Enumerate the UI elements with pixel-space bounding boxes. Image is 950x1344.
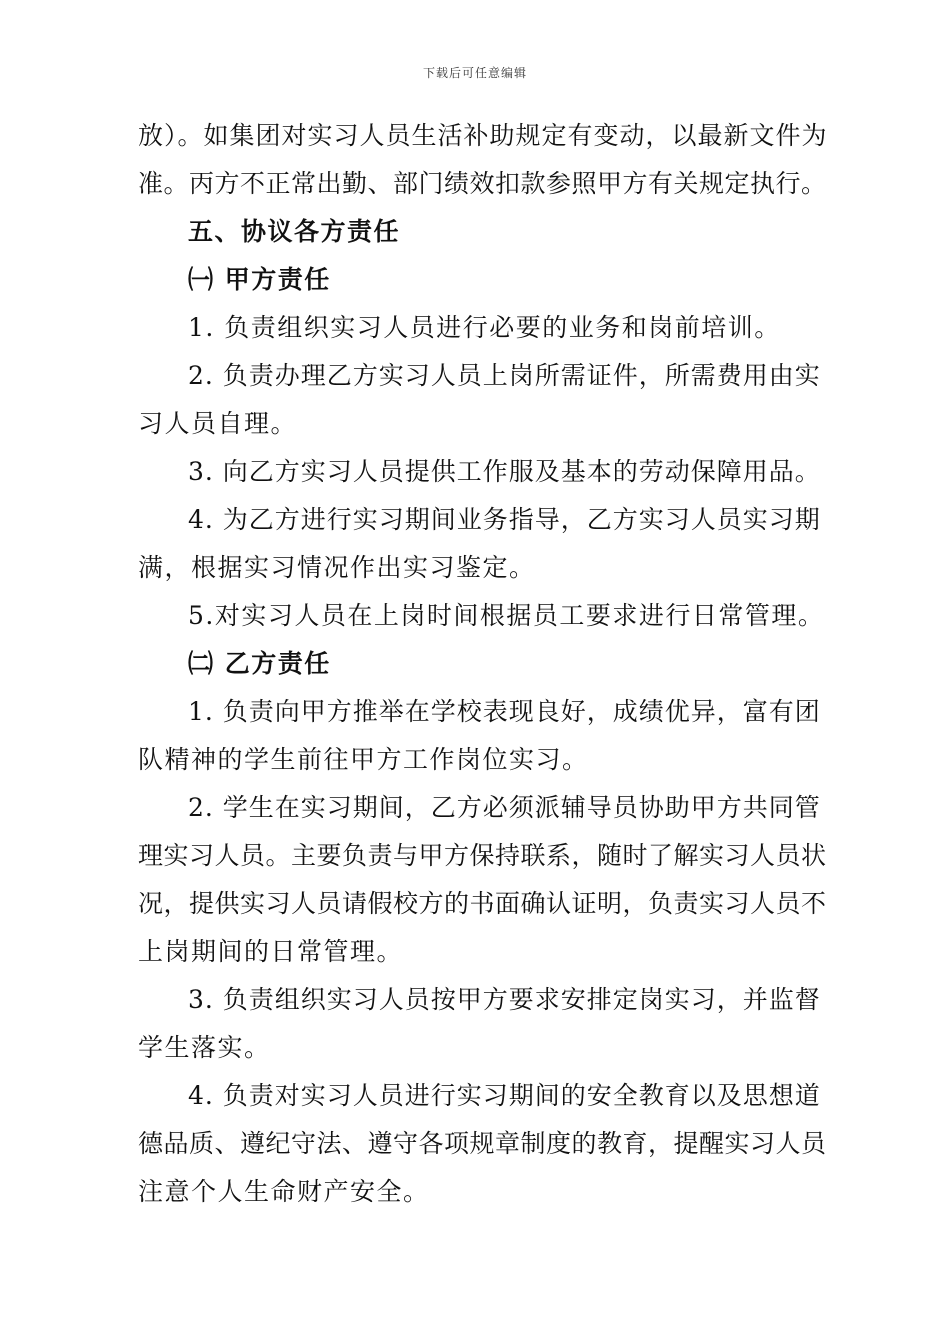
body-text-line: 3. 负责组织实习人员按甲方要求安排定岗实习，并监督 [188,985,821,1014]
body-text-line: 习人员自理。 [138,409,298,438]
body-text-line: 理实习人员。主要负责与甲方保持联系，随时了解实习人员状 [138,841,827,870]
body-text-line: 注意个人生命财产安全。 [138,1177,430,1206]
body-text-line: 队精神的学生前往甲方工作岗位实习。 [138,745,589,774]
body-text-line: 德品质、遵纪守法、遵守各项规章制度的教育，提醒实习人员 [138,1129,827,1158]
body-text-line: 4. 为乙方进行实习期间业务指导，乙方实习人员实习期 [188,505,821,534]
page-header-note: 下载后可任意编辑 [422,66,527,80]
document-body [138,112,828,1216]
body-text-line: 况，提供实习人员请假校方的书面确认证明，负责实习人员不 [138,889,827,918]
body-text-line: 准。丙方不正常出勤、部门绩效扣款参照甲方有关规定执行。 [138,169,827,198]
body-text-line: 5.对实习人员在上岗时间根据员工要求进行日常管理。 [188,601,825,630]
body-text-line: 学生落实。 [138,1033,271,1062]
body-text-line: 1. 负责向甲方推举在学校表现良好，成绩优异，富有团 [188,697,821,726]
body-text-line: 上岗期间的日常管理。 [138,937,404,966]
body-text-line: 2. 学生在实习期间，乙方必须派辅导员协助甲方共同管 [188,793,821,822]
body-text-line: 放）。如集团对实习人员生活补助规定有变动，以最新文件为 [138,121,828,150]
body-text-line: 1. 负责组织实习人员进行必要的业务和岗前培训。 [188,313,781,342]
body-text-line: 满，根据实习情况作出实习鉴定。 [138,553,536,582]
section-heading: 五、协议各方责任 [188,217,401,246]
body-text-line: 4. 负责对实习人员进行实习期间的安全教育以及思想道 [188,1081,821,1110]
section-heading: ㈠ 甲方责任 [188,265,331,294]
body-text-line: 2. 负责办理乙方实习人员上岗所需证件，所需费用由实 [188,361,821,390]
body-text-line: 3. 向乙方实习人员提供工作服及基本的劳动保障用品。 [188,457,821,486]
section-heading: ㈡ 乙方责任 [188,649,331,678]
